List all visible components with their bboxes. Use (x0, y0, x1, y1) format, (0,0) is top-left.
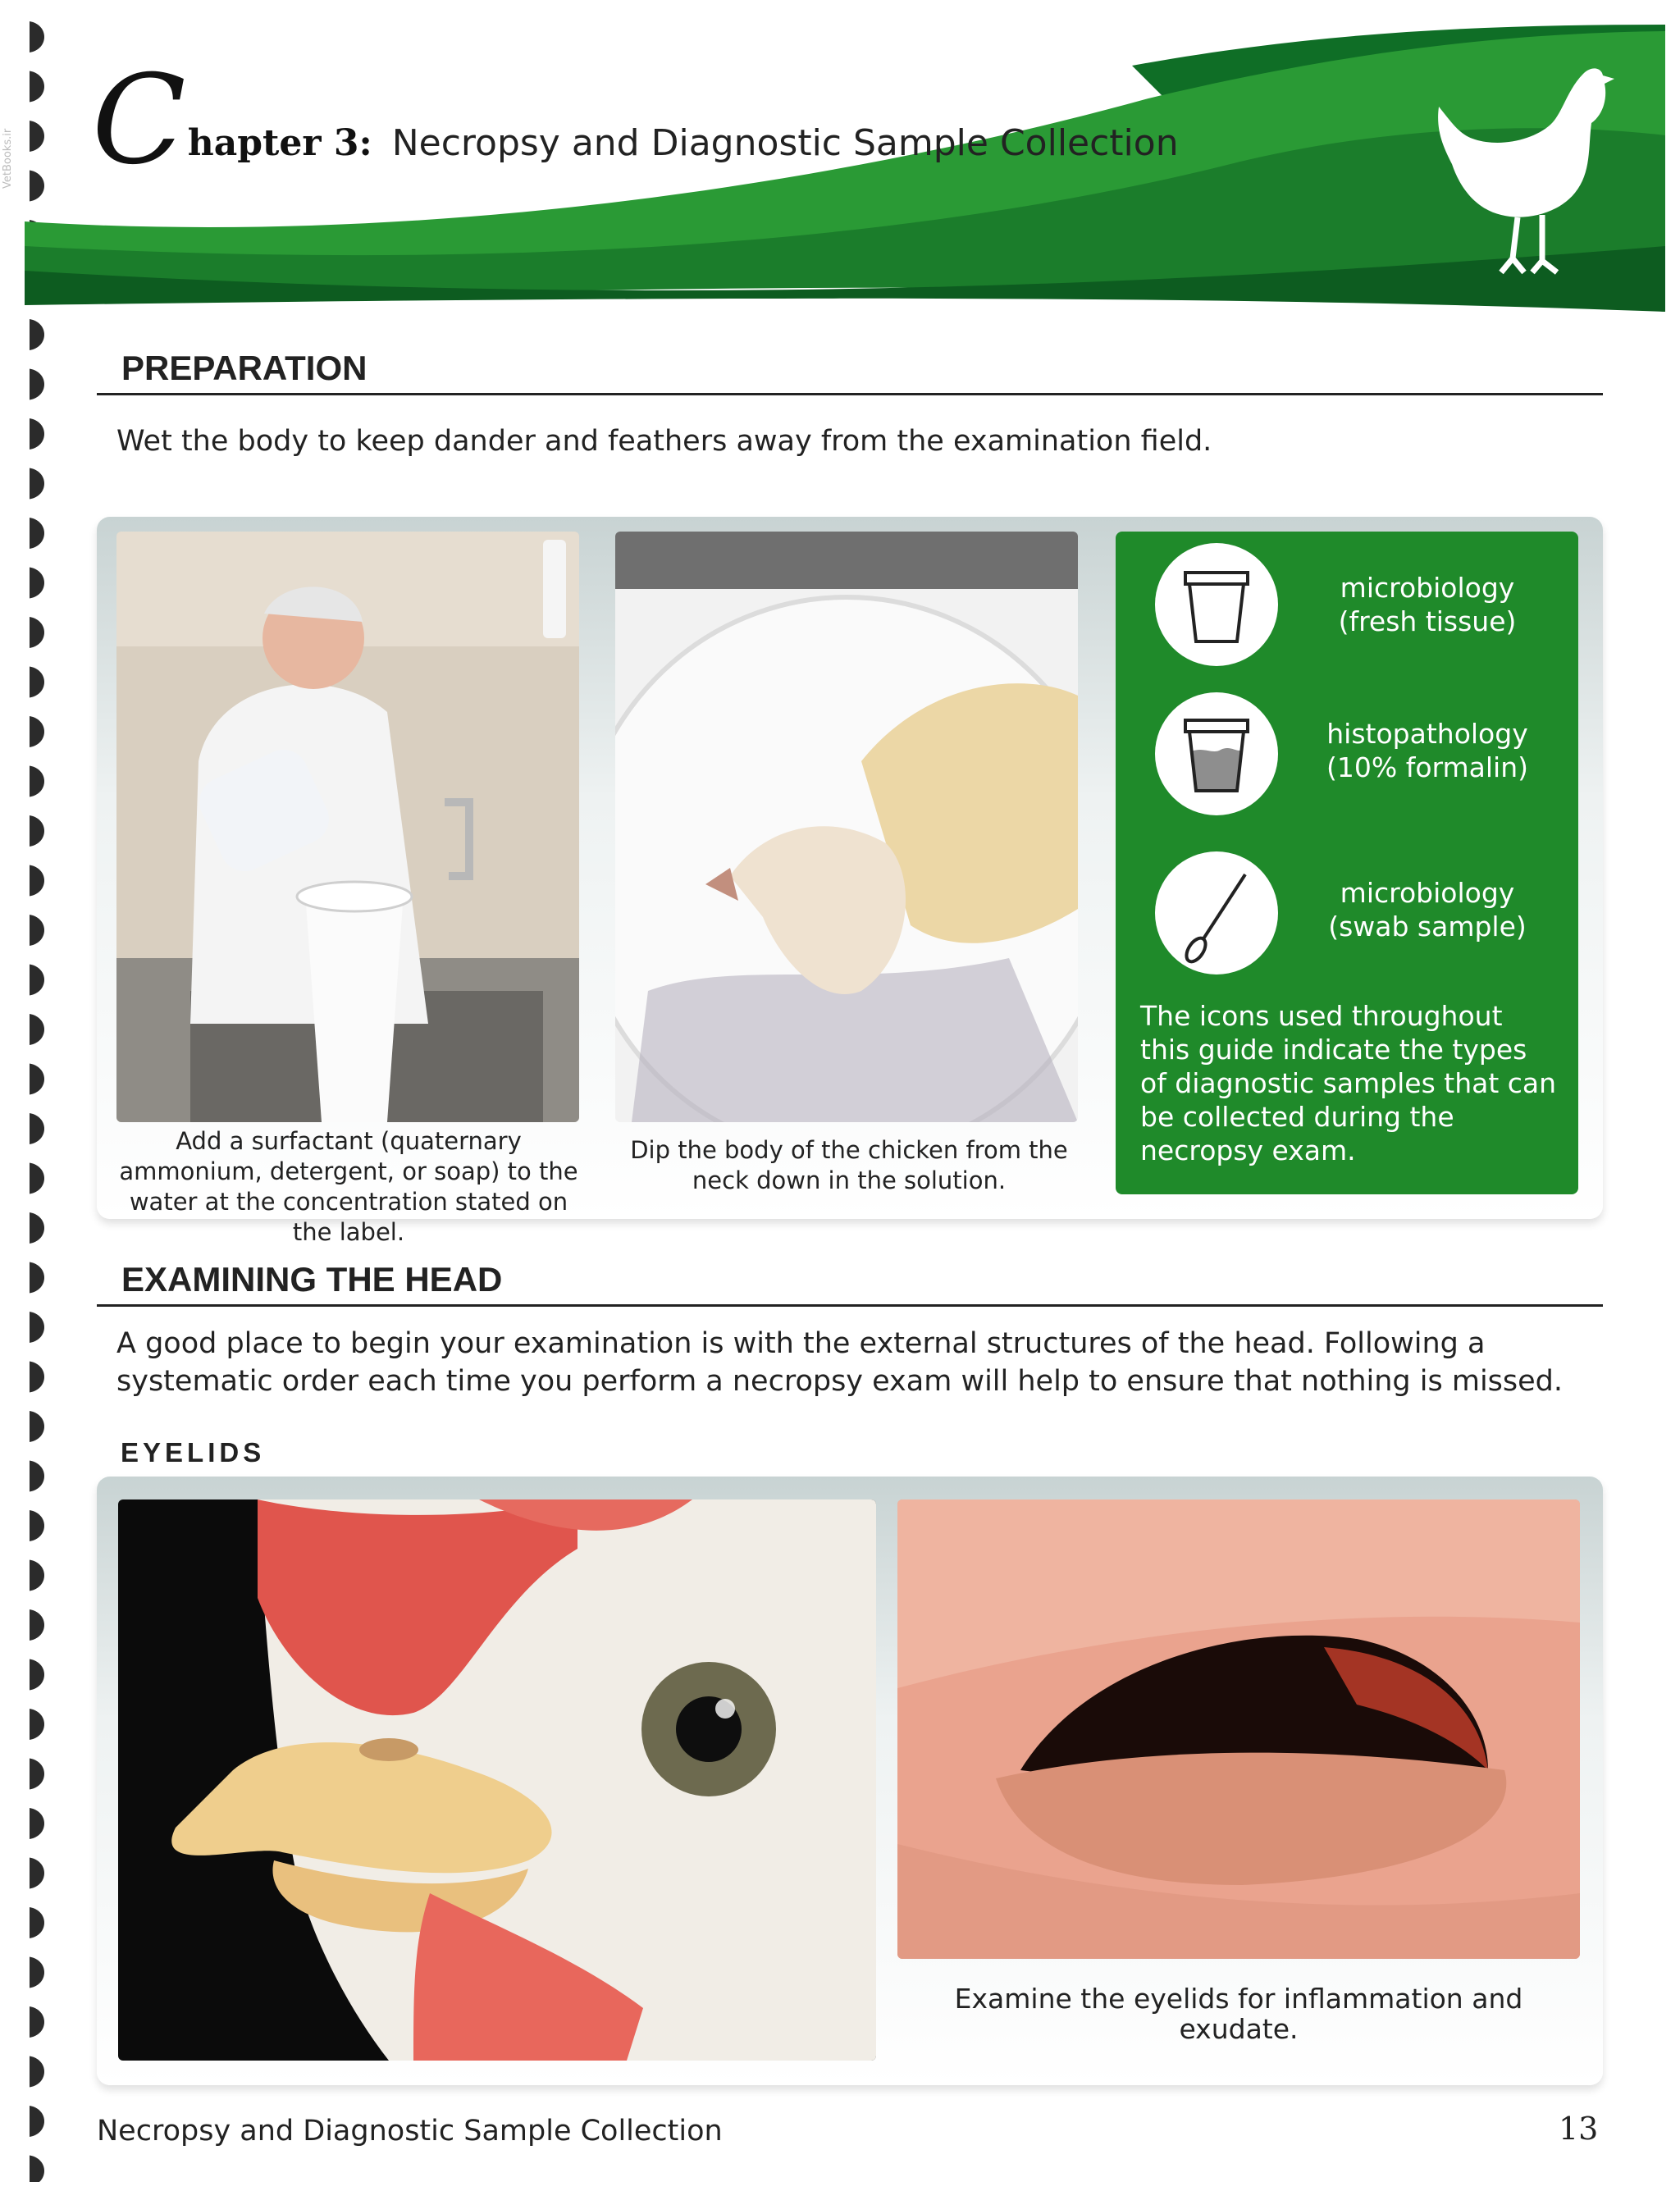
section-heading-examining-head (97, 1260, 1603, 1307)
legend-line2: (10% formalin) (1326, 751, 1528, 783)
photo-dipping-chicken (615, 532, 1078, 1122)
chapter-initial: C (92, 49, 186, 192)
legend-label-histopathology (1288, 717, 1567, 784)
preparation-heading: PREPARATION (121, 349, 368, 387)
examining-head-heading: EXAMINING THE HEAD (121, 1260, 503, 1299)
photo-adding-surfactant (116, 532, 579, 1122)
legend-line1: microbiology (1340, 877, 1515, 909)
watermark: VetBooks.ir (2, 128, 14, 189)
legend-item-fresh-tissue (1155, 543, 1278, 666)
photo-eyelid-closeup (897, 1499, 1580, 1959)
photo-chicken-head (118, 1499, 876, 2061)
caption-dip-chicken: Dip the body of the chicken from the neck down in the solution. (630, 1136, 1068, 1194)
chapter-subtitle: Necropsy and Diagnostic Sample Collection (391, 122, 1179, 164)
sample-icons-legend (1116, 532, 1578, 1194)
legend-line1: microbiology (1340, 572, 1515, 604)
eyelids-subheading: EYELIDS (121, 1437, 266, 1468)
hen-icon (1427, 57, 1624, 279)
legend-line2: (swab sample) (1328, 911, 1527, 943)
caption-surfactant: Add a surfactant (quaternary ammonium, detergent, or soap) to the water at the concentration stated on the label. (119, 1127, 578, 1246)
legend-item-swab (1155, 851, 1278, 975)
legend-label-fresh-tissue (1288, 571, 1567, 638)
section-heading-preparation (97, 349, 1603, 395)
legend-line2: (fresh tissue) (1338, 605, 1517, 637)
legend-note: The icons used throughout this guide indicate the types of diagnostic samples that can be collected during the necropsy exam. (1140, 1000, 1557, 1166)
legend-item-histopathology (1155, 692, 1278, 815)
swab-icon (1155, 851, 1278, 975)
footer-title: Necropsy and Diagnostic Sample Collection (97, 2115, 723, 2148)
page-number: 13 (1559, 2111, 1599, 2147)
examining-head-text: A good place to begin your examination is with the external structures of the head. Following a systematic order each time you perform a necropsy exam will help to ensure that nothing is missed. (116, 1327, 1564, 1398)
legend-line1: histopathology (1326, 718, 1528, 750)
legend-label-swab (1288, 876, 1567, 943)
preparation-text: Wet the body to keep dander and feathers away from the examination field. (116, 425, 1212, 458)
empty-container-icon (1155, 543, 1278, 666)
formalin-container-icon (1155, 692, 1278, 815)
caption-eyelids: Examine the eyelids for inflammation and exudate. (954, 1983, 1523, 2045)
chapter-title (92, 49, 1179, 192)
chapter-label: hapter 3: (187, 122, 372, 164)
